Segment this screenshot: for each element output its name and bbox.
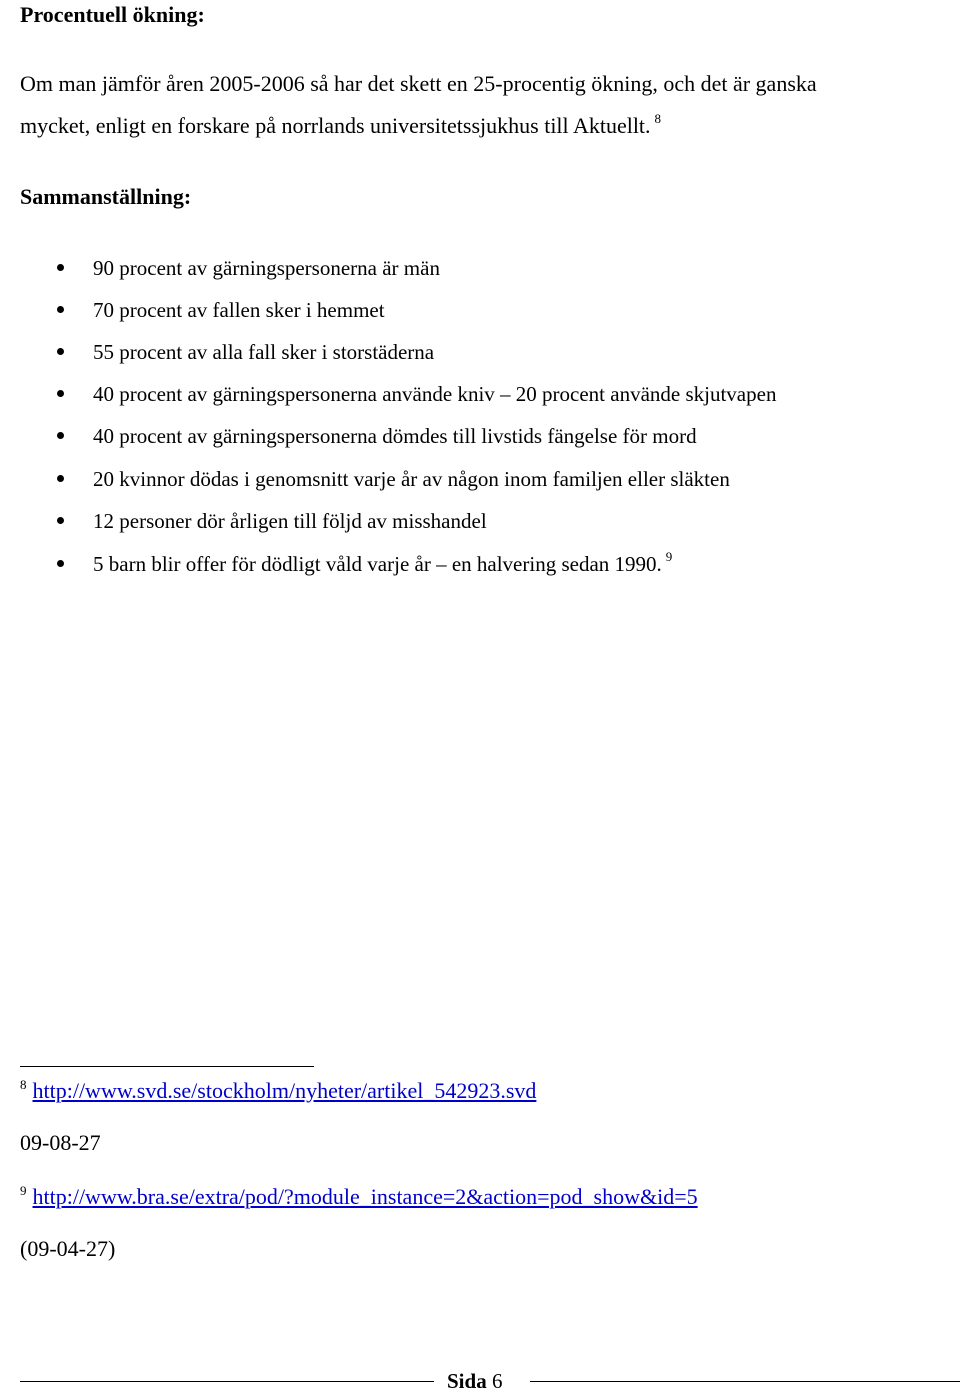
bullet-icon xyxy=(57,348,64,355)
footer-rule-left xyxy=(20,1381,434,1382)
footnote-8 xyxy=(20,1078,536,1107)
bullet-icon xyxy=(57,517,64,524)
footnote-9 xyxy=(20,1184,698,1213)
paragraph-line-2 xyxy=(20,113,661,142)
bullet-icon xyxy=(57,264,64,271)
footnote-ref-9[interactable]: 9 xyxy=(665,549,673,564)
bullet-icon xyxy=(57,560,64,567)
footnote-link[interactable]: http://www.svd.se/stockholm/nyheter/artikel_542923.svd xyxy=(32,1078,537,1103)
list-item-text: 5 barn blir offer för dödligt våld varje år – en halvering sedan 1990. xyxy=(93,552,662,576)
section-heading-summary: Sammanställning: xyxy=(20,184,192,209)
list-item-text: 40 procent av gärningspersonerna använde kniv – 20 procent använde skjutvapen xyxy=(93,382,777,406)
bullet-icon xyxy=(57,475,64,482)
section-heading-increase: Procentuell ökning: xyxy=(20,2,205,27)
list-item-text: 12 personer dör årligen till följd av misshandel xyxy=(93,509,487,533)
list-item-text: 70 procent av fallen sker i hemmet xyxy=(93,298,385,322)
list-item-text: 40 procent av gärningspersonerna dömdes till livstids fängelse för mord xyxy=(93,424,697,448)
bullet-icon xyxy=(57,432,64,439)
bullet-icon xyxy=(57,390,64,397)
bullet-icon xyxy=(57,306,64,313)
list-item-text: 55 procent av alla fall sker i storstäderna xyxy=(93,340,435,364)
page-number xyxy=(447,1369,502,1393)
list-item-text: 90 procent av gärningspersonerna är män xyxy=(93,256,440,280)
page-label: Sida xyxy=(447,1369,487,1393)
paragraph-line-2-text: mycket, enligt en forskare på norrlands universitetssjukhus till Aktuellt. xyxy=(20,113,651,138)
footnote-separator xyxy=(20,1066,314,1067)
footnote-8-date: 09-08-27 xyxy=(20,1130,101,1155)
list-item-text-wrapper xyxy=(93,551,672,580)
footnote-9-date: (09-04-27) xyxy=(20,1236,116,1261)
page-number-value: 6 xyxy=(491,1369,503,1393)
footnote-link[interactable]: http://www.bra.se/extra/pod/?module_instance=2&action=pod_show&id=5 xyxy=(32,1184,698,1209)
footer-rule-right xyxy=(530,1381,960,1382)
paragraph-line-1: Om man jämför åren 2005-2006 så har det skett en 25-procentig ökning, och det är ganska xyxy=(20,71,817,96)
list-item-text: 20 kvinnor dödas i genomsnitt varje år av någon inom familjen eller släkten xyxy=(93,467,730,491)
footnote-number: 9 xyxy=(20,1183,27,1198)
footnote-ref-8[interactable]: 8 xyxy=(654,111,662,126)
footnote-number: 8 xyxy=(20,1077,27,1092)
